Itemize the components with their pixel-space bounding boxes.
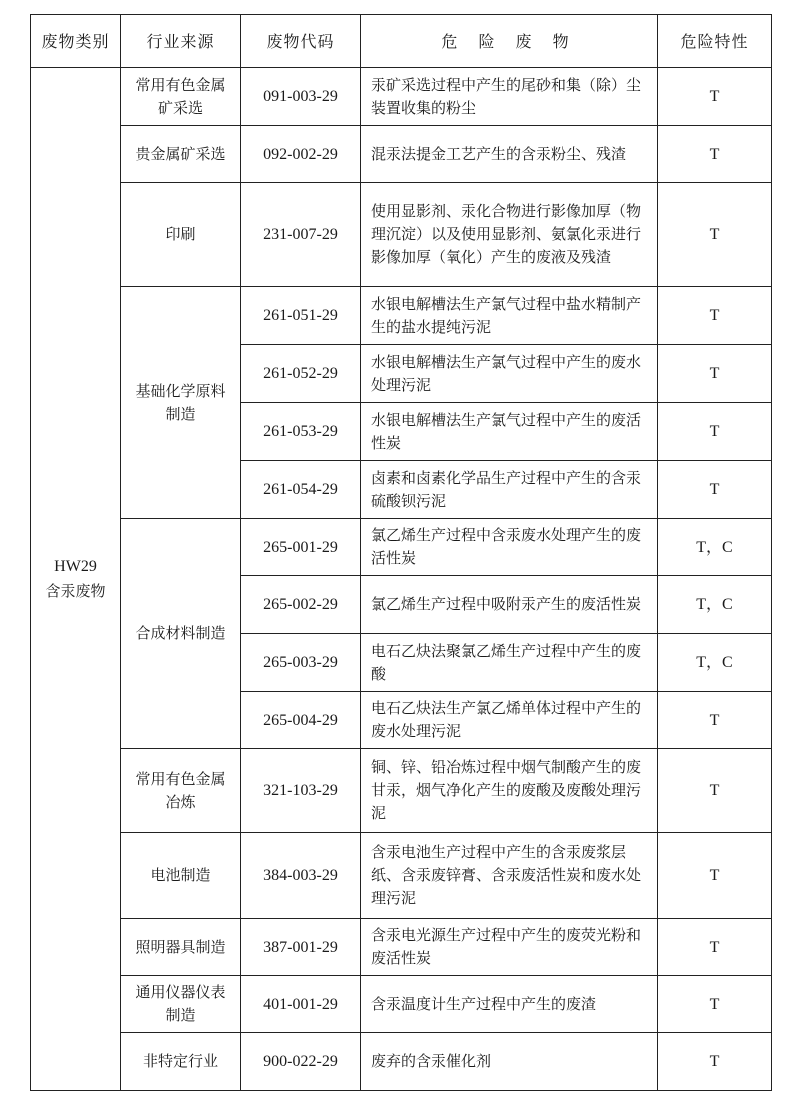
code-cell: 384-003-29 (241, 833, 361, 919)
code-cell: 261-054-29 (241, 461, 361, 519)
hazardous-waste-table (30, 14, 772, 1091)
description-cell: 含汞电光源生产过程中产生的废荧光粉和废活性炭 (361, 919, 658, 976)
code-cell: 387-001-29 (241, 919, 361, 976)
table-row (31, 833, 772, 919)
property-cell: T (658, 976, 772, 1033)
description-cell: 氯乙烯生产过程中吸附汞产生的废活性炭 (361, 576, 658, 634)
code-cell: 265-004-29 (241, 692, 361, 749)
source-cell: 照明器具制造 (121, 919, 241, 976)
table-row (31, 519, 772, 576)
table-row (31, 976, 772, 1033)
code-cell: 265-001-29 (241, 519, 361, 576)
code-cell: 091-003-29 (241, 68, 361, 126)
header-category: 废物类别 (31, 15, 121, 68)
property-cell: T (658, 68, 772, 126)
property-cell: T (658, 833, 772, 919)
property-cell: T (658, 919, 772, 976)
table-row (31, 183, 772, 287)
description-cell: 铜、锌、铅冶炼过程中烟气制酸产生的废甘汞，烟气净化产生的废酸及废酸处理污泥 (361, 749, 658, 833)
property-cell: T (658, 749, 772, 833)
code-cell: 265-003-29 (241, 634, 361, 692)
header-property: 危险特性 (658, 15, 772, 68)
property-cell: T (658, 1033, 772, 1091)
table-row (31, 1033, 772, 1091)
code-cell: 261-052-29 (241, 345, 361, 403)
description-cell: 水银电解槽法生产氯气过程中产生的废活性炭 (361, 403, 658, 461)
property-cell: T (658, 183, 772, 287)
code-cell: 261-051-29 (241, 287, 361, 345)
table-row (31, 919, 772, 976)
property-cell: T (658, 287, 772, 345)
table-row (31, 126, 772, 183)
source-cell: 常用有色金属矿采选 (121, 68, 241, 126)
source-cell: 基础化学原料制造 (121, 287, 241, 519)
table-row (31, 749, 772, 833)
description-cell: 电石乙炔法聚氯乙烯生产过程中产生的废酸 (361, 634, 658, 692)
source-cell: 贵金属矿采选 (121, 126, 241, 183)
description-cell: 氯乙烯生产过程中含汞废水处理产生的废活性炭 (361, 519, 658, 576)
description-cell: 使用显影剂、汞化合物进行影像加厚（物理沉淀）以及使用显影剂、氨氯化汞进行影像加厚（氧化）产生的废液及残渣 (361, 183, 658, 287)
code-cell: 231-007-29 (241, 183, 361, 287)
header-code: 废物代码 (241, 15, 361, 68)
category-name: 含汞废物 (45, 582, 106, 600)
header-waste: 危 险 废 物 (361, 15, 658, 68)
description-cell: 电石乙炔法生产氯乙烯单体过程中产生的废水处理污泥 (361, 692, 658, 749)
source-cell: 非特定行业 (121, 1033, 241, 1091)
property-cell: T (658, 126, 772, 183)
description-cell: 含汞电池生产过程中产生的含汞废浆层纸、含汞废锌膏、含汞废活性炭和废水处理污泥 (361, 833, 658, 919)
waste-category-cell (31, 68, 121, 1091)
property-cell: T，C (658, 634, 772, 692)
source-cell: 常用有色金属冶炼 (121, 749, 241, 833)
code-cell: 265-002-29 (241, 576, 361, 634)
property-cell: T，C (658, 576, 772, 634)
property-cell: T (658, 345, 772, 403)
table-row (31, 68, 772, 126)
property-cell: T (658, 692, 772, 749)
code-cell: 261-053-29 (241, 403, 361, 461)
description-cell: 卤素和卤素化学品生产过程中产生的含汞硫酸钡污泥 (361, 461, 658, 519)
code-cell: 092-002-29 (241, 126, 361, 183)
property-cell: T (658, 403, 772, 461)
header-source: 行业来源 (121, 15, 241, 68)
table-row (31, 287, 772, 345)
property-cell: T，C (658, 519, 772, 576)
description-cell: 汞矿采选过程中产生的尾砂和集（除）尘装置收集的粉尘 (361, 68, 658, 126)
source-cell: 印刷 (121, 183, 241, 287)
code-cell: 900-022-29 (241, 1033, 361, 1091)
property-cell: T (658, 461, 772, 519)
category-code: HW29 (54, 558, 97, 575)
code-cell: 401-001-29 (241, 976, 361, 1033)
source-cell: 电池制造 (121, 833, 241, 919)
header-row (31, 15, 772, 68)
description-cell: 废弃的含汞催化剂 (361, 1033, 658, 1091)
description-cell: 水银电解槽法生产氯气过程中产生的废水处理污泥 (361, 345, 658, 403)
source-cell: 通用仪器仪表制造 (121, 976, 241, 1033)
description-cell: 含汞温度计生产过程中产生的废渣 (361, 976, 658, 1033)
code-cell: 321-103-29 (241, 749, 361, 833)
source-cell: 合成材料制造 (121, 519, 241, 749)
description-cell: 混汞法提金工艺产生的含汞粉尘、残渣 (361, 126, 658, 183)
description-cell: 水银电解槽法生产氯气过程中盐水精制产生的盐水提纯污泥 (361, 287, 658, 345)
